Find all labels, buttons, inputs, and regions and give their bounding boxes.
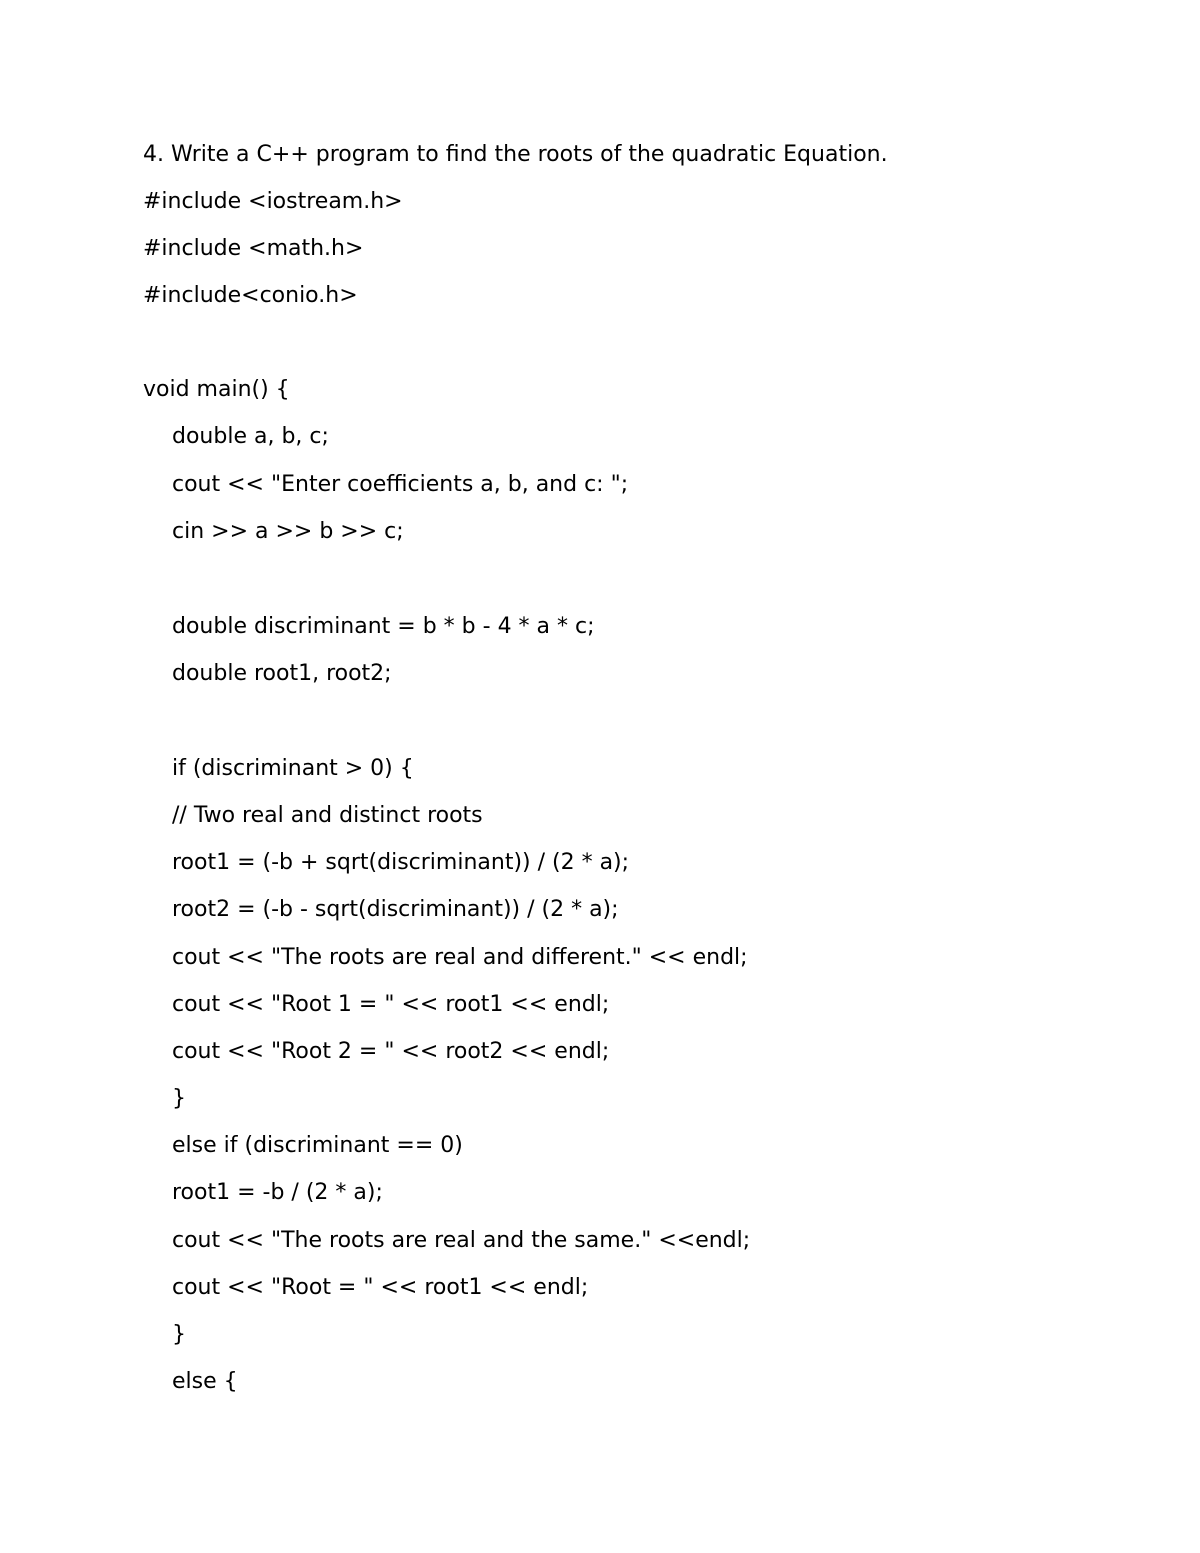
code-line-print-root: cout << "Root = " << root1 << endl; xyxy=(172,1275,589,1300)
code-line-close-brace-2: } xyxy=(172,1322,186,1347)
code-line-read-input: cin >> a >> b >> c; xyxy=(172,519,404,544)
code-line-print-same: cout << "The roots are real and the same." <<endl; xyxy=(172,1228,751,1253)
code-line-discriminant: double discriminant = b * b - 4 * a * c; xyxy=(172,614,595,639)
code-line-if-positive: if (discriminant > 0) { xyxy=(172,756,414,781)
code-line-root2-distinct: root2 = (-b - sqrt(discriminant)) / (2 * a); xyxy=(172,897,619,922)
code-line-declare-roots: double root1, root2; xyxy=(172,661,392,686)
code-line-else: else { xyxy=(172,1369,238,1394)
code-line-root1-same: root1 = -b / (2 * a); xyxy=(172,1180,383,1205)
code-line-comment: // Two real and distinct roots xyxy=(172,803,483,828)
code-line-print-root2: cout << "Root 2 = " << root2 << endl; xyxy=(172,1039,610,1064)
code-line-close-brace: } xyxy=(172,1086,186,1111)
code-line-print-different: cout << "The roots are real and different." << endl; xyxy=(172,945,748,970)
question-heading: 4. Write a C++ program to find the roots of the quadratic Equation. xyxy=(143,142,888,167)
code-line-main-signature: void main() { xyxy=(143,377,290,402)
code-line-include-math: #include <math.h> xyxy=(143,236,364,261)
code-line-include-iostream: #include <iostream.h> xyxy=(143,189,403,214)
code-line-prompt: cout << "Enter coefficients a, b, and c: "; xyxy=(172,472,629,497)
code-line-print-root1: cout << "Root 1 = " << root1 << endl; xyxy=(172,992,610,1017)
code-line-else-if-zero: else if (discriminant == 0) xyxy=(172,1133,463,1158)
code-line-root1-distinct: root1 = (-b + sqrt(discriminant)) / (2 * a); xyxy=(172,850,630,875)
code-line-include-conio: #include<conio.h> xyxy=(143,283,358,308)
code-line-declare-coefficients: double a, b, c; xyxy=(172,424,329,449)
